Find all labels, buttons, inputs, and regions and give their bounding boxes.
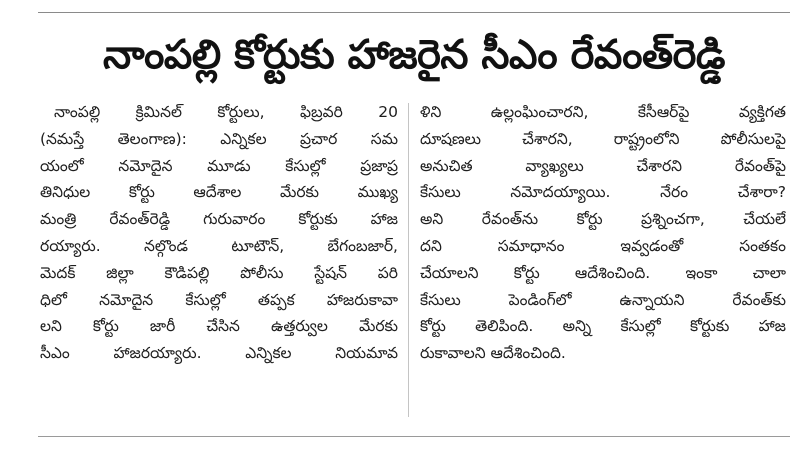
text-line: అని రేవంత్‌ను కోర్టు ప్రశ్నించగా, చేయలే	[420, 210, 786, 229]
text-line: కోర్టు తెలిపింది. అన్ని కేసుల్లో కోర్టుకు హాజ	[420, 317, 786, 336]
article-body	[40, 99, 786, 421]
bottom-rule	[38, 436, 790, 437]
text-line: సీఎం హాజరయ్యారు. ఎన్నికల నియమావ	[40, 344, 398, 363]
headline: నాంపల్లి కోర్టుకు హాజరైన సీఎం రేవంత్‌రెడ్డి	[102, 32, 725, 78]
text-line: చేయాలని కోర్టు ఆదేశించింది. ఇంకా చాలా	[420, 263, 786, 282]
text-line: యంలో నమోదైన మూడు కేసుల్లో ప్రజాప్ర	[40, 156, 398, 175]
text-line: (నమస్తే తెలంగాణ): ఎన్నికల ప్రచార సమ	[40, 129, 398, 148]
column-divider	[408, 103, 409, 417]
text-line: కేసులు నమోదయ్యాయి. నేరం చేశారా?	[420, 183, 786, 202]
top-rule	[38, 12, 790, 13]
text-line: రయ్యారు. నల్గొండ టూటౌన్, బేగంబజార్,	[40, 236, 398, 255]
text-line: ళిని ఉల్లంఘించారని, కేసీఆర్‌పై వ్యక్తిగత	[420, 103, 786, 121]
right-column	[420, 99, 786, 421]
text-line: అనుచిత వ్యాఖ్యలు చేశారని రేవంత్‌పై	[420, 156, 786, 175]
text-line: కేసులు పెండింగ్‌లో ఉన్నాయని రేవంత్‌కు	[420, 290, 786, 309]
text-line: ధిలో నమోదైన కేసుల్లో తప్పక హాజరుకావా	[40, 290, 398, 309]
text-line: మంత్రి రేవంత్‌రెడ్డి గురువారం కోర్టుకు హాజ	[40, 210, 398, 229]
text-line: రుకావాలని ఆదేశించింది.	[420, 344, 566, 363]
text-line: దూషణలు చేశారని, రాష్ట్రంలోని పోలీసులపై	[420, 129, 786, 148]
text-line: మెదక్ జిల్లా కౌడిపల్లి పోలీసు స్టేషన్ పరి	[40, 263, 398, 282]
text-line: లని కోర్టు జారీ చేసిన ఉత్తర్వుల మేరకు	[40, 317, 398, 336]
text-line: నాంపల్లి క్రిమినల్ కోర్టులు, ఫిబ్రవరి 20	[54, 103, 398, 121]
text-line: తినిధుల కోర్టు ఆదేశాల మేరకు ముఖ్య	[40, 183, 398, 202]
text-line: దని సమాధానం ఇవ్వడంతో సంతకం	[420, 236, 786, 255]
left-column	[40, 99, 398, 421]
